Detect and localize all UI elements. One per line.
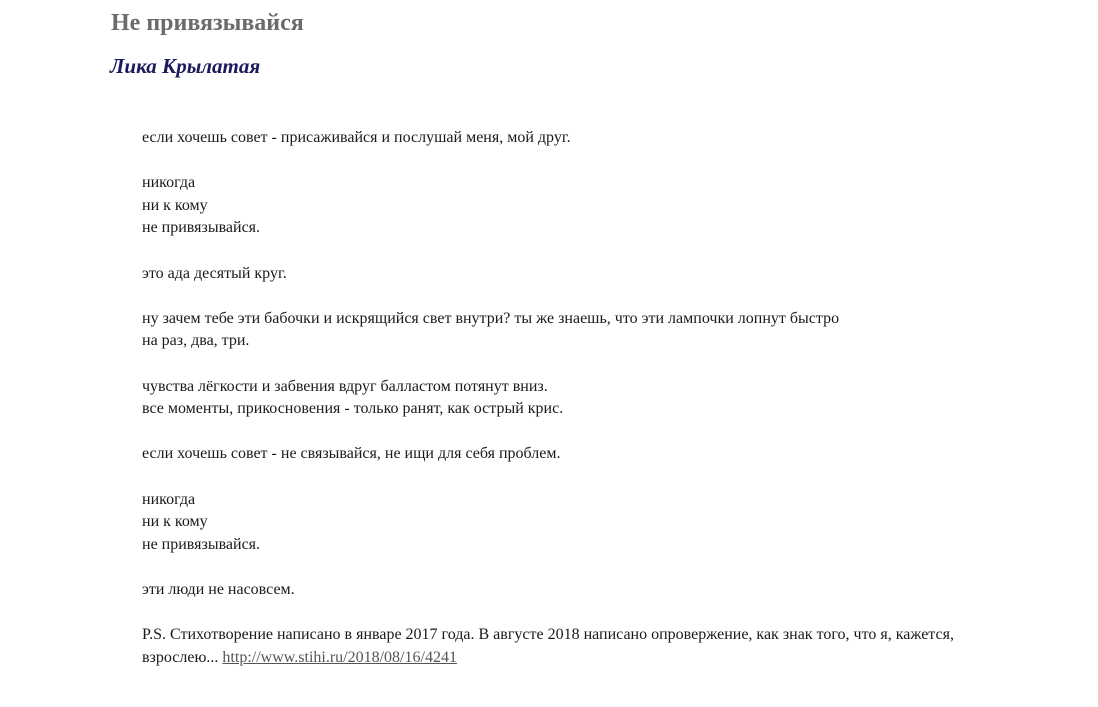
postscript [142, 624, 1072, 669]
stanza [142, 263, 1072, 286]
stanza-break [142, 285, 1072, 308]
poem-line: не привязывайся. [142, 535, 261, 553]
stanza-break [142, 240, 1072, 263]
poem-text [142, 127, 1072, 669]
stanza-break [142, 601, 1072, 624]
poem-line: чувства лёгкости и забвения вдруг балластом потянут вниз. [142, 377, 548, 395]
stanza-break [142, 466, 1072, 489]
poem-line: эти люди не насовсем. [142, 580, 295, 598]
stanza-break [142, 150, 1072, 173]
postscript-link[interactable]: http://www.stihi.ru/2018/08/16/4241 [222, 648, 457, 666]
poem-line: не привязывайся. [142, 219, 261, 237]
stanza [142, 579, 1072, 602]
poem-line: никогда [142, 174, 196, 192]
poem-line: никогда [142, 490, 196, 508]
stanza [142, 172, 1072, 240]
stanza [142, 443, 1072, 466]
postscript-line: P.S. Стихотворение написано в январе 2017 года. В августе 2018 написано опровержение, как знак того, что я, кажется, [142, 626, 954, 644]
poem-line: ни к кому [142, 513, 208, 531]
stanza-break [142, 556, 1072, 579]
poem-line: это ада десятый круг. [142, 264, 287, 282]
postscript-prefix: взрослею... [142, 648, 223, 666]
stanza-break [142, 421, 1072, 444]
stanza [142, 489, 1072, 557]
stanza [142, 308, 1072, 353]
poem-line: ни к кому [142, 196, 208, 214]
poem-title: Не привязывайся [111, 10, 304, 36]
stanza [142, 376, 1072, 421]
poem-line: на раз, два, три. [142, 332, 250, 350]
stanza [142, 127, 1072, 150]
stanza-break [142, 353, 1072, 376]
poem-line: если хочешь совет - присаживайся и послушай меня, мой друг. [142, 129, 571, 146]
poem-line: ну зачем тебе эти бабочки и искрящийся свет внутри? ты же знаешь, что эти лампочки лопнут быстро [142, 309, 840, 327]
poem-line: если хочешь совет - не связывайся, не ищи для себя проблем. [142, 445, 561, 463]
poem-line: все моменты, прикосновения - только ранят, как острый крис. [142, 400, 564, 418]
poem-author: Лика Крылатая [110, 54, 261, 78]
postscript-line [142, 647, 1072, 670]
